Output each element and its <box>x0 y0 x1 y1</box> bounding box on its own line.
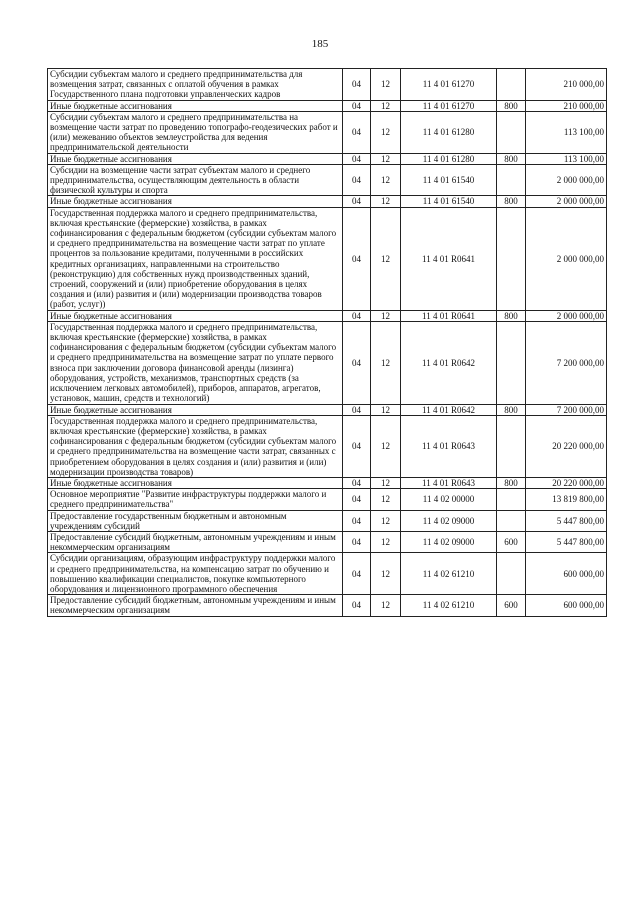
target-article-cell: 11 4 01 61270 <box>401 69 497 101</box>
target-article-cell: 11 4 01 R0642 <box>401 404 497 415</box>
section-code-cell: 04 <box>343 489 371 510</box>
section-code-cell: 04 <box>343 207 371 310</box>
item-name-cell: Иные бюджетные ассигнования <box>48 196 343 207</box>
table-row <box>48 164 607 196</box>
target-article-cell: 11 4 01 61540 <box>401 164 497 196</box>
item-name-cell: Государственная поддержка малого и среднего предпринимательства, включая крестьянские (фермерские) хозяйства, в рамках софинансирования с федеральным бюджетом (субсидии субъектам малого и среднего предпринимательства на возмещение части затрат, связанных с приобретением оборудования в целях создания и (или) развития и (или) модернизации производства товаров) <box>48 415 343 477</box>
subsection-code-cell: 12 <box>371 531 401 552</box>
target-article-cell: 11 4 01 R0643 <box>401 415 497 477</box>
table-row <box>48 196 607 207</box>
item-name-cell: Иные бюджетные ассигнования <box>48 153 343 164</box>
target-article-cell: 11 4 01 R0641 <box>401 207 497 310</box>
budget-table <box>47 68 607 617</box>
target-article-cell: 11 4 01 61280 <box>401 153 497 164</box>
table-row <box>48 477 607 488</box>
subsection-code-cell: 12 <box>371 164 401 196</box>
section-code-cell: 04 <box>343 404 371 415</box>
item-name-cell: Иные бюджетные ассигнования <box>48 477 343 488</box>
subsection-code-cell: 12 <box>371 310 401 321</box>
section-code-cell: 04 <box>343 100 371 111</box>
expense-type-cell: 600 <box>497 531 526 552</box>
section-code-cell: 04 <box>343 153 371 164</box>
table-row <box>48 310 607 321</box>
table-row <box>48 531 607 552</box>
subsection-code-cell: 12 <box>371 595 401 616</box>
subsection-code-cell: 12 <box>371 321 401 404</box>
subsection-code-cell: 12 <box>371 510 401 531</box>
item-name-cell: Субсидии субъектам малого и среднего предпринимательства на возмещение части затрат по проведению топографо-геодезических работ и (или) межеванию объектов землеустройства для ведения предпринимательской деятельности <box>48 111 343 153</box>
amount-cell: 2 000 000,00 <box>526 196 607 207</box>
table-row <box>48 111 607 153</box>
amount-cell: 7 200 000,00 <box>526 404 607 415</box>
page-number: 185 <box>311 38 329 50</box>
target-article-cell: 11 4 01 R0642 <box>401 321 497 404</box>
target-article-cell: 11 4 02 61210 <box>401 595 497 616</box>
subsection-code-cell: 12 <box>371 207 401 310</box>
table-row <box>48 553 607 595</box>
amount-cell: 20 220 000,00 <box>526 415 607 477</box>
expense-type-cell <box>497 415 526 477</box>
table-row <box>48 510 607 531</box>
expense-type-cell <box>497 321 526 404</box>
item-name-cell: Иные бюджетные ассигнования <box>48 404 343 415</box>
table-row <box>48 207 607 310</box>
subsection-code-cell: 12 <box>371 553 401 595</box>
amount-cell: 5 447 800,00 <box>526 531 607 552</box>
expense-type-cell: 800 <box>497 477 526 488</box>
item-name-cell: Иные бюджетные ассигнования <box>48 310 343 321</box>
target-article-cell: 11 4 02 09000 <box>401 531 497 552</box>
amount-cell: 20 220 000,00 <box>526 477 607 488</box>
expense-type-cell: 800 <box>497 100 526 111</box>
table-row <box>48 153 607 164</box>
subsection-code-cell: 12 <box>371 404 401 415</box>
item-name-cell: Основное мероприятие "Развитие инфраструктуры поддержки малого и среднего предпринимательства" <box>48 489 343 510</box>
section-code-cell: 04 <box>343 510 371 531</box>
item-name-cell: Государственная поддержка малого и среднего предпринимательства, включая крестьянские (фермерские) хозяйства, в рамках софинансирования с федеральным бюджетом (субсидии субъектам малого и среднего предпринимательства на возмещение части затрат по уплате процентов за пользование кредитами, полученными в российских кредитных организациях, направленными на строительство (реконструкцию) для собственных нужд производственных зданий, строений, сооружений и (или) приобретение оборудования в целях создания и (или) развития и (или) модернизации производства товаров (работ, услуг)) <box>48 207 343 310</box>
amount-cell: 2 000 000,00 <box>526 310 607 321</box>
expense-type-cell <box>497 164 526 196</box>
section-code-cell: 04 <box>343 69 371 101</box>
table-row <box>48 415 607 477</box>
item-name-cell: Субсидии на возмещение части затрат субъектам малого и среднего предпринимательства, осуществляющим деятельность в области физической культуры и спорта <box>48 164 343 196</box>
section-code-cell: 04 <box>343 321 371 404</box>
expense-type-cell <box>497 207 526 310</box>
target-article-cell: 11 4 01 R0641 <box>401 310 497 321</box>
table-row <box>48 321 607 404</box>
target-article-cell: 11 4 02 09000 <box>401 510 497 531</box>
expense-type-cell: 800 <box>497 153 526 164</box>
amount-cell: 210 000,00 <box>526 69 607 101</box>
expense-type-cell <box>497 489 526 510</box>
expense-type-cell <box>497 510 526 531</box>
expense-type-cell: 600 <box>497 595 526 616</box>
table-row <box>48 404 607 415</box>
table-row <box>48 100 607 111</box>
amount-cell: 5 447 800,00 <box>526 510 607 531</box>
amount-cell: 600 000,00 <box>526 595 607 616</box>
item-name-cell: Предоставление субсидий бюджетным, автономным учреждениям и иным некоммерческим организациям <box>48 531 343 552</box>
subsection-code-cell: 12 <box>371 415 401 477</box>
table-row <box>48 69 607 101</box>
subsection-code-cell: 12 <box>371 489 401 510</box>
target-article-cell: 11 4 02 61210 <box>401 553 497 595</box>
section-code-cell: 04 <box>343 553 371 595</box>
section-code-cell: 04 <box>343 415 371 477</box>
subsection-code-cell: 12 <box>371 196 401 207</box>
expense-type-cell: 800 <box>497 404 526 415</box>
target-article-cell: 11 4 01 61270 <box>401 100 497 111</box>
amount-cell: 113 100,00 <box>526 153 607 164</box>
item-name-cell: Государственная поддержка малого и среднего предпринимательства, включая крестьянские (фермерские) хозяйства, в рамках софинансирования с федеральным бюджетом (субсидии субъектам малого и среднего предпринимательства на возмещение затрат по уплате первого взноса при заключении договора финансовой аренды (лизинга) оборудования, устройств, механизмов, транспортных средств (за исключением легковых автомобилей), приборов, аппаратов, агрегатов, установок, машин, средств и технологий) <box>48 321 343 404</box>
expense-type-cell: 800 <box>497 310 526 321</box>
expense-type-cell <box>497 69 526 101</box>
amount-cell: 2 000 000,00 <box>526 164 607 196</box>
table-row <box>48 489 607 510</box>
item-name-cell: Иные бюджетные ассигнования <box>48 100 343 111</box>
subsection-code-cell: 12 <box>371 69 401 101</box>
budget-table-body <box>48 69 607 617</box>
subsection-code-cell: 12 <box>371 111 401 153</box>
expense-type-cell <box>497 553 526 595</box>
amount-cell: 210 000,00 <box>526 100 607 111</box>
target-article-cell: 11 4 02 00000 <box>401 489 497 510</box>
expense-type-cell: 800 <box>497 196 526 207</box>
target-article-cell: 11 4 01 61280 <box>401 111 497 153</box>
subsection-code-cell: 12 <box>371 100 401 111</box>
item-name-cell: Субсидии субъектам малого и среднего предпринимательства для возмещения затрат, связанных с оплатой обучения в рамках Государственного плана подготовки управленческих кадров <box>48 69 343 101</box>
section-code-cell: 04 <box>343 595 371 616</box>
item-name-cell: Субсидии организациям, образующим инфраструктуру поддержки малого и среднего предпринимательства, на компенсацию затрат по обучению и повышению квалификации специалистов, покупке компьютерного оборудования и лицензионного программного обеспечения <box>48 553 343 595</box>
section-code-cell: 04 <box>343 111 371 153</box>
section-code-cell: 04 <box>343 164 371 196</box>
amount-cell: 2 000 000,00 <box>526 207 607 310</box>
amount-cell: 13 819 800,00 <box>526 489 607 510</box>
section-code-cell: 04 <box>343 310 371 321</box>
section-code-cell: 04 <box>343 196 371 207</box>
item-name-cell: Предоставление субсидий бюджетным, автономным учреждениям и иным некоммерческим организациям <box>48 595 343 616</box>
section-code-cell: 04 <box>343 531 371 552</box>
target-article-cell: 11 4 01 61540 <box>401 196 497 207</box>
table-row <box>48 595 607 616</box>
amount-cell: 7 200 000,00 <box>526 321 607 404</box>
target-article-cell: 11 4 01 R0643 <box>401 477 497 488</box>
section-code-cell: 04 <box>343 477 371 488</box>
amount-cell: 600 000,00 <box>526 553 607 595</box>
subsection-code-cell: 12 <box>371 477 401 488</box>
subsection-code-cell: 12 <box>371 153 401 164</box>
item-name-cell: Предоставление государственным бюджетным и автономным учреждениям субсидий <box>48 510 343 531</box>
expense-type-cell <box>497 111 526 153</box>
amount-cell: 113 100,00 <box>526 111 607 153</box>
